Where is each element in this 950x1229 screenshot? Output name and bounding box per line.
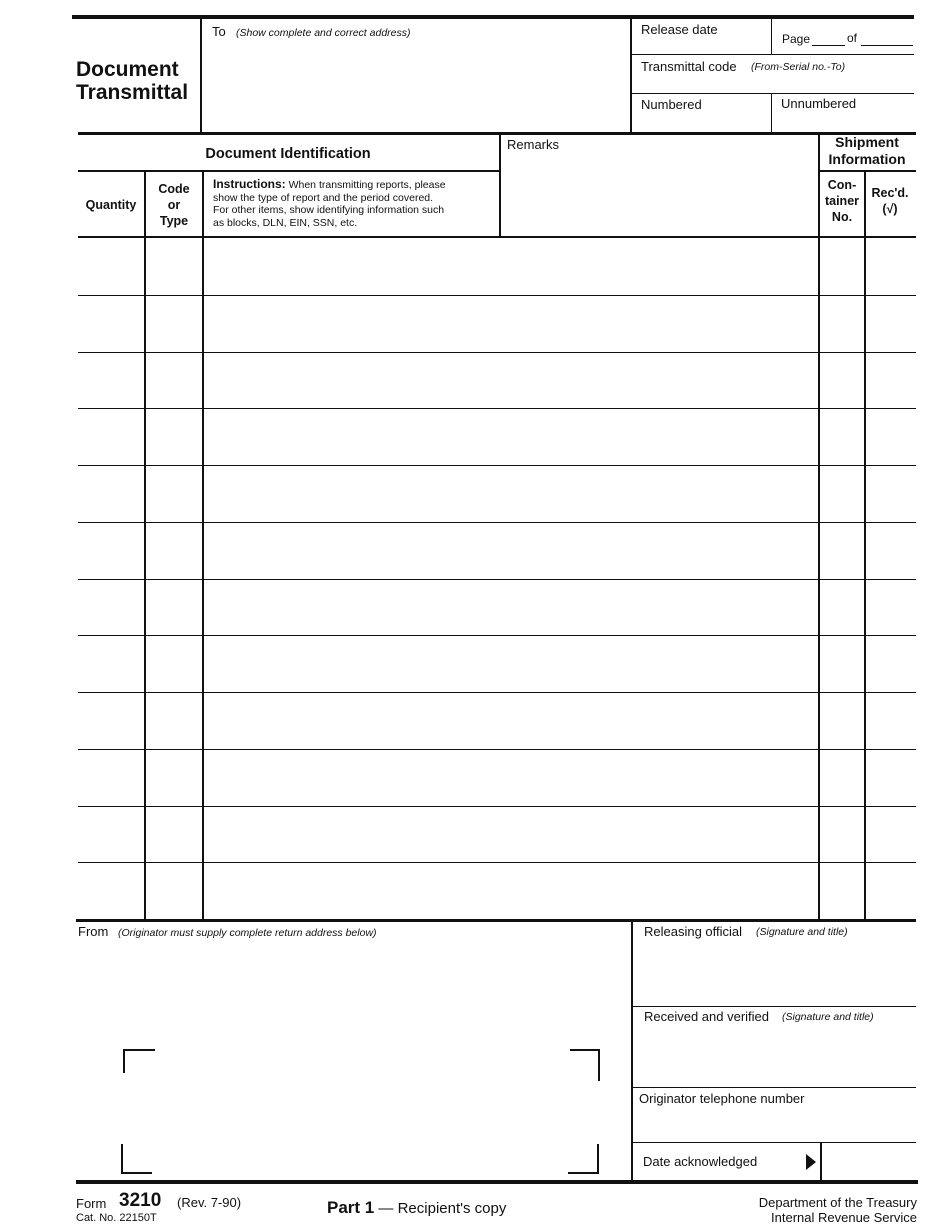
address-window-corner-top-left xyxy=(123,1049,155,1073)
code-cell[interactable] xyxy=(146,409,202,464)
form-number: 3210 xyxy=(119,1190,162,1211)
code-cell[interactable] xyxy=(146,466,202,521)
container-number-cell[interactable] xyxy=(820,523,864,578)
document-identification-heading: Document Identification xyxy=(205,146,371,162)
address-window-corner-bottom-left xyxy=(121,1144,152,1174)
code-cell[interactable] xyxy=(146,239,202,294)
received-check-cell[interactable] xyxy=(866,750,916,805)
shipment-under-rule xyxy=(819,170,916,172)
quantity-cell[interactable] xyxy=(78,693,144,748)
code-cell[interactable] xyxy=(146,353,202,408)
quantity-label: Quantity xyxy=(85,198,137,212)
quantity-cell[interactable] xyxy=(78,296,144,351)
code-cell[interactable] xyxy=(146,807,202,862)
received-check-cell[interactable] xyxy=(866,466,916,521)
quantity-cell[interactable] xyxy=(78,353,144,408)
address-window-corner-bottom-right xyxy=(568,1144,599,1174)
document-identification-cell[interactable] xyxy=(204,409,818,464)
date-acknowledged-field[interactable] xyxy=(822,1143,916,1180)
page-number-blank xyxy=(812,45,845,46)
page-total-blank xyxy=(861,45,913,46)
instructions-block xyxy=(213,178,498,229)
code-cell[interactable] xyxy=(146,296,202,351)
transmittal-code-hint: (From-Serial no.-To) xyxy=(751,61,846,73)
code-cell[interactable] xyxy=(146,523,202,578)
received-check-cell[interactable] xyxy=(866,863,916,918)
releasing-official-hint: (Signature and title) xyxy=(756,926,848,938)
received-verified-hint: (Signature and title) xyxy=(782,1011,874,1023)
code-label-line1: Code xyxy=(158,182,190,196)
department-line2: Internal Revenue Service xyxy=(771,1210,917,1225)
to-address-field[interactable] xyxy=(204,20,630,131)
arrow-right-icon xyxy=(806,1154,816,1170)
document-identification-cell[interactable] xyxy=(204,466,818,521)
container-number-cell[interactable] xyxy=(820,807,864,862)
container-number-cell[interactable] xyxy=(820,409,864,464)
received-check-cell[interactable] xyxy=(866,353,916,408)
document-identification-cell[interactable] xyxy=(204,353,818,408)
originator-phone-label: Originator telephone number xyxy=(639,1091,805,1106)
numbered-field[interactable] xyxy=(633,94,771,132)
top-rule xyxy=(72,15,914,19)
received-check-cell[interactable] xyxy=(866,296,916,351)
container-number-cell[interactable] xyxy=(820,636,864,691)
unnumbered-field[interactable] xyxy=(772,94,914,132)
code-label-line2: or xyxy=(167,198,181,212)
to-hint: (Show complete and correct address) xyxy=(236,27,411,39)
date-acknowledged-label: Date acknowledged xyxy=(643,1154,758,1169)
document-identification-cell[interactable] xyxy=(204,807,818,862)
quantity-cell[interactable] xyxy=(78,636,144,691)
quantity-cell[interactable] xyxy=(78,523,144,578)
document-identification-cell[interactable] xyxy=(204,636,818,691)
form-word: Form xyxy=(76,1196,107,1211)
originator-phone-field[interactable] xyxy=(634,1088,916,1142)
document-identification-cell[interactable] xyxy=(204,693,818,748)
shipment-heading-line2: Information xyxy=(828,151,906,167)
container-label-line2: tainer xyxy=(824,194,860,208)
container-label-line1: Con- xyxy=(827,178,857,192)
transmittal-code-label: Transmittal code xyxy=(641,59,737,74)
container-number-cell[interactable] xyxy=(820,580,864,635)
code-cell[interactable] xyxy=(146,750,202,805)
of-label: of xyxy=(847,31,858,45)
container-number-cell[interactable] xyxy=(820,466,864,521)
address-window-corner-top-right xyxy=(570,1049,600,1081)
received-verified-field[interactable] xyxy=(634,1007,916,1087)
code-cell[interactable] xyxy=(146,580,202,635)
page-of-field[interactable] xyxy=(772,20,914,54)
document-identification-cell[interactable] xyxy=(204,750,818,805)
catalog-number: Cat. No. 22150T xyxy=(76,1212,157,1224)
quantity-cell[interactable] xyxy=(78,807,144,862)
to-label: To xyxy=(212,24,226,39)
container-number-cell[interactable] xyxy=(820,239,864,294)
recd-label-line1: Rec'd. xyxy=(871,186,909,200)
quantity-cell[interactable] xyxy=(78,580,144,635)
title-to-divider xyxy=(200,19,202,133)
from-hint: (Originator must supply complete return address below) xyxy=(118,927,377,939)
document-identification-cell[interactable] xyxy=(204,863,818,918)
part-copy-text: — Recipient's copy xyxy=(378,1200,507,1217)
quantity-cell[interactable] xyxy=(78,409,144,464)
quantity-cell[interactable] xyxy=(78,239,144,294)
release-date-label: Release date xyxy=(641,22,718,37)
container-number-cell[interactable] xyxy=(820,750,864,805)
container-label-line3: No. xyxy=(831,210,853,224)
unnumbered-label: Unnumbered xyxy=(781,96,857,111)
instructions-label: Instructions: xyxy=(213,177,286,191)
received-check-cell[interactable] xyxy=(866,693,916,748)
recd-label-line2: (√) xyxy=(882,202,898,216)
form-title-line2: Transmittal xyxy=(76,81,189,104)
header-bottom-rule xyxy=(78,132,916,135)
quantity-cell[interactable] xyxy=(78,863,144,918)
numbered-label: Numbered xyxy=(641,97,702,112)
received-check-cell[interactable] xyxy=(866,807,916,862)
shipment-heading-line1: Shipment xyxy=(835,134,899,150)
code-label-line3: Type xyxy=(159,214,189,228)
releasing-official-label: Releasing official xyxy=(644,924,743,939)
document-identification-cell[interactable] xyxy=(204,580,818,635)
page-label: Page xyxy=(782,32,811,46)
received-check-cell[interactable] xyxy=(866,636,916,691)
container-number-cell[interactable] xyxy=(820,863,864,918)
doc-remarks-divider xyxy=(499,133,501,238)
transmittal-code-field[interactable] xyxy=(633,55,914,93)
quantity-cell[interactable] xyxy=(78,466,144,521)
bottom-rule xyxy=(76,1180,918,1184)
from-address-field[interactable] xyxy=(76,922,630,1180)
instructions-text-line1: When transmitting reports, please xyxy=(288,179,446,191)
form-title-line1: Document xyxy=(76,58,179,81)
release-date-field[interactable] xyxy=(633,20,771,54)
quantity-cell[interactable] xyxy=(78,750,144,805)
received-verified-label: Received and verified xyxy=(644,1009,770,1024)
container-number-cell[interactable] xyxy=(820,296,864,351)
document-identification-cell[interactable] xyxy=(204,523,818,578)
to-release-divider xyxy=(630,19,632,133)
date-acknowledged-row xyxy=(634,1143,820,1180)
code-cell[interactable] xyxy=(146,863,202,918)
remarks-label: Remarks xyxy=(507,137,560,152)
doc-id-under-rule xyxy=(78,170,500,172)
instructions-text-line2: show the type of report and the period covered. xyxy=(213,191,434,204)
releasing-official-field[interactable] xyxy=(634,922,916,1006)
part-copy-label xyxy=(327,1198,506,1218)
received-check-cell[interactable] xyxy=(866,239,916,294)
department-line1: Department of the Treasury xyxy=(758,1195,917,1210)
instructions-text-line4: as blocks, DLN, EIN, SSN, etc. xyxy=(213,216,358,229)
from-label: From xyxy=(78,924,109,939)
code-cell[interactable] xyxy=(146,636,202,691)
document-identification-cell[interactable] xyxy=(204,239,818,294)
part-number: Part 1 xyxy=(327,1198,375,1217)
received-check-cell[interactable] xyxy=(866,523,916,578)
form-revision: (Rev. 7-90) xyxy=(177,1195,242,1210)
document-identification-cell[interactable] xyxy=(204,296,818,351)
instructions-text-line3: For other items, show identifying information such xyxy=(213,204,445,216)
container-number-cell[interactable] xyxy=(820,353,864,408)
code-cell[interactable] xyxy=(146,693,202,748)
received-check-cell[interactable] xyxy=(866,409,916,464)
received-check-cell[interactable] xyxy=(866,580,916,635)
container-number-cell[interactable] xyxy=(820,693,864,748)
